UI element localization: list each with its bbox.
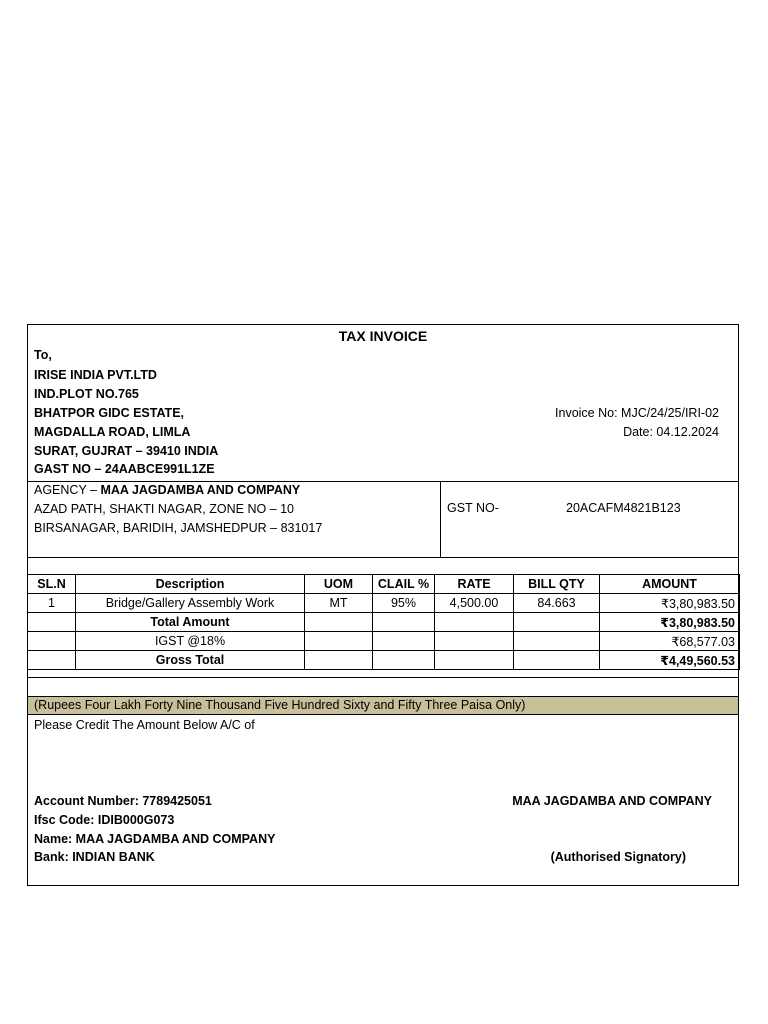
igst-value: ₹68,577.03: [600, 632, 740, 651]
col-header: RATE: [435, 575, 514, 594]
buyer-name: IRISE INDIA PVT.LTD: [34, 368, 157, 382]
total-row: [28, 613, 740, 632]
empty-cell: [514, 651, 600, 670]
empty-cell: [435, 613, 514, 632]
table-header-row: [28, 575, 740, 594]
buyer-gst: GAST NO – 24AABCE991L1ZE: [34, 462, 215, 476]
invoice-date: Date: 04.12.2024: [623, 425, 719, 439]
gst-value: 20ACAFM4821B123: [566, 501, 681, 515]
buyer-plot: IND.PLOT NO.765: [34, 387, 139, 401]
agency-name: MAA JAGDAMBA AND COMPANY: [100, 483, 301, 497]
col-header: AMOUNT: [600, 575, 740, 594]
ifsc-code: Ifsc Code: IDIB000G073: [34, 813, 175, 827]
divider: [440, 481, 441, 557]
account-name: Name: MAA JAGDAMBA AND COMPANY: [34, 832, 276, 846]
buyer-city: SURAT, GUJRAT – 39410 INDIA: [34, 444, 219, 458]
gross-row: [28, 651, 740, 670]
gst-label: GST NO-: [447, 501, 499, 515]
cell-sl: 1: [28, 594, 76, 613]
invoice-title: TAX INVOICE: [338, 328, 428, 344]
empty-cell: [305, 613, 373, 632]
tax-invoice: [27, 324, 739, 886]
empty-cell: [514, 613, 600, 632]
company-sign: MAA JAGDAMBA AND COMPANY: [512, 794, 712, 808]
empty-cell: [28, 632, 76, 651]
empty-cell: [514, 632, 600, 651]
empty-cell: [373, 613, 435, 632]
invoice-number: Invoice No: MJC/24/25/IRI-02: [555, 406, 719, 420]
to-label: To,: [34, 348, 52, 362]
gross-value: ₹4,49,560.53: [600, 651, 740, 670]
col-header: SL.N: [28, 575, 76, 594]
cell-qty: 84.663: [514, 594, 600, 613]
buyer-estate: BHATPOR GIDC ESTATE,: [34, 406, 184, 420]
cell-description: Bridge/Gallery Assembly Work: [76, 594, 305, 613]
col-header: UOM: [305, 575, 373, 594]
total-label: Total Amount: [76, 613, 305, 632]
credit-note: Please Credit The Amount Below A/C of: [34, 718, 255, 732]
total-value: ₹3,80,983.50: [600, 613, 740, 632]
bank-name: Bank: INDIAN BANK: [34, 850, 155, 864]
table-row: [28, 594, 740, 613]
gross-label: Gross Total: [76, 651, 305, 670]
agency-address-2: BIRSANAGAR, BARIDIH, JAMSHEDPUR – 831017: [34, 521, 323, 535]
divider: [28, 481, 738, 482]
empty-cell: [28, 613, 76, 632]
col-header: BILL QTY: [514, 575, 600, 594]
empty-cell: [435, 651, 514, 670]
empty-cell: [305, 651, 373, 670]
divider: [28, 557, 738, 558]
empty-cell: [28, 651, 76, 670]
empty-cell: [373, 632, 435, 651]
col-header: Description: [76, 575, 305, 594]
cell-claim: 95%: [373, 594, 435, 613]
account-number: Account Number: 7789425051: [34, 794, 212, 808]
agency-address-1: AZAD PATH, SHAKTI NAGAR, ZONE NO – 10: [34, 502, 295, 516]
amount-in-words: (Rupees Four Lakh Forty Nine Thousand Five Hundred Sixty and Fifty Three Paisa Only): [28, 696, 738, 715]
agency-line: [34, 483, 300, 497]
authorised-signatory: (Authorised Signatory): [550, 850, 686, 864]
igst-label: IGST @18%: [76, 632, 305, 651]
buyer-road: MAGDALLA ROAD, LIMLA: [34, 425, 191, 439]
empty-cell: [435, 632, 514, 651]
igst-row: [28, 632, 740, 651]
empty-cell: [373, 651, 435, 670]
cell-uom: MT: [305, 594, 373, 613]
divider: [28, 677, 738, 678]
items-table: [27, 574, 740, 670]
agency-prefix: AGENCY –: [34, 483, 101, 497]
cell-rate: 4,500.00: [435, 594, 514, 613]
cell-amount: ₹3,80,983.50: [600, 594, 740, 613]
col-header: CLAIL %: [373, 575, 435, 594]
empty-cell: [305, 632, 373, 651]
